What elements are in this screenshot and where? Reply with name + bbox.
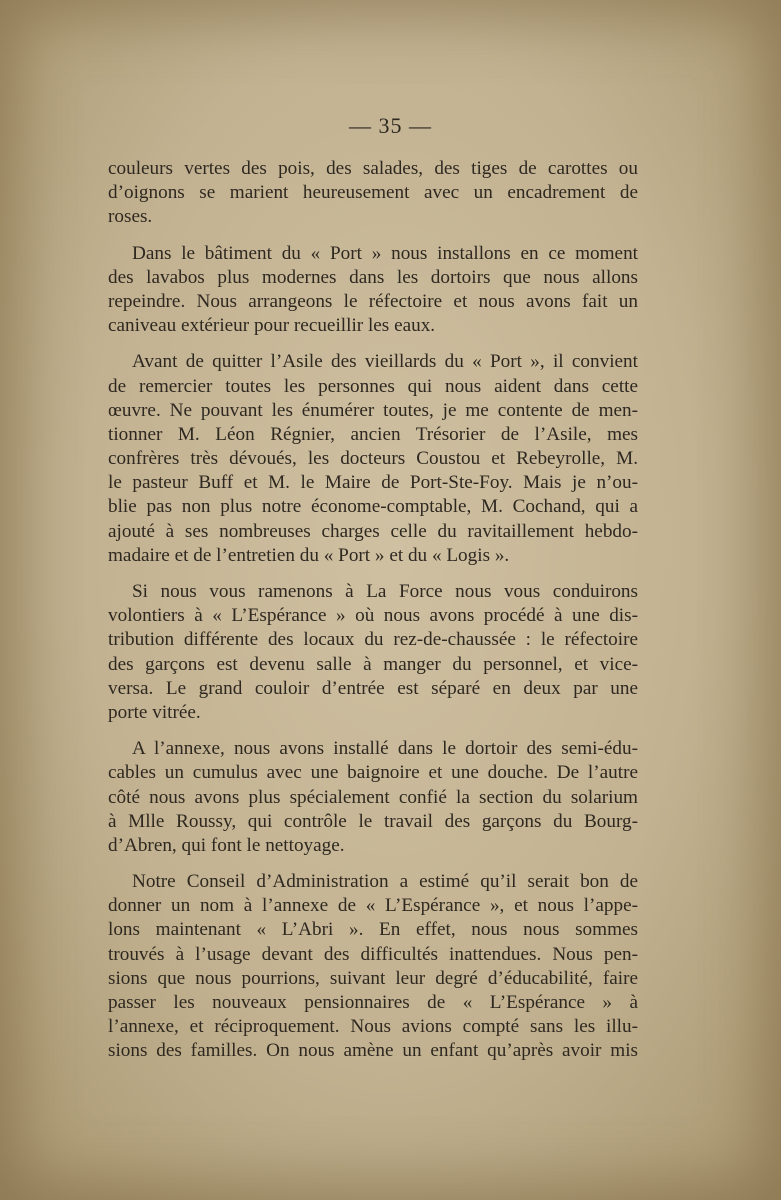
paragraph-line: roses. [108, 206, 153, 228]
paragraph-4 [108, 580, 638, 725]
paragraph-line: couleurs vertes des pois, des salades, des tiges de carottes ou [108, 158, 638, 179]
paragraph-line: madaire et de l’entretien du « Port » et du « Logis ». [108, 544, 510, 566]
paragraph-line: des lavabos plus modernes dans les dortoirs que nous allons [108, 266, 638, 288]
paragraph-line: ajouté à ses nombreuses charges celle du ravitaillement hebdo- [108, 520, 638, 542]
paragraph-line: d’oignons se marient heureusement avec un encadrement de [108, 182, 638, 204]
paragraph-line: volontiers à « L’Espérance » où nous avons procédé à une dis- [108, 605, 638, 627]
paragraph-1 [108, 157, 638, 230]
paragraph-line: de remercier toutes les personnes qui nous aident dans cette [108, 375, 638, 397]
paragraph-line: donner un nom à l’annexe de « L’Espérance », et nous l’appe- [108, 895, 638, 917]
paragraph-line: côté nous avons plus spécialement confié la section du solarium [108, 786, 638, 808]
paragraph-line: œuvre. Ne pouvant les énumérer toutes, je me contente de men- [108, 399, 638, 421]
paragraph-6 [108, 870, 638, 1064]
text-body [108, 157, 638, 1076]
paragraph-line: repeindre. Nous arrangeons le réfectoire et nous avons fait un [108, 290, 638, 312]
paragraph-line: à Mlle Roussy, qui contrôle le travail des garçons du Bourg- [108, 810, 638, 832]
paragraph-line: lons maintenant « L’Abri ». En effet, nous nous sommes [108, 919, 638, 941]
paragraph-line: l’annexe, et réciproquement. Nous avions compté sans les illu- [108, 1016, 638, 1038]
paragraph-2 [108, 242, 638, 339]
paragraph-line: versa. Le grand couloir d’entrée est séparé en deux par une [108, 677, 638, 699]
paragraph-line: Notre Conseil d’Administration a estimé qu’il serait bon de [132, 871, 638, 893]
paragraph-line: sions des familles. On nous amène un enfant qu’après avoir mis [108, 1040, 638, 1062]
paragraph-line: des garçons est devenu salle à manger du personnel, et vice- [108, 653, 638, 675]
paragraph-3 [108, 350, 638, 568]
paragraph-line: cables un cumulus avec une baignoire et une douche. De l’autre [108, 762, 638, 784]
paragraph-line: blie pas non plus notre économe-comptable, M. Cochand, qui a [108, 496, 638, 518]
paragraph-line: Avant de quitter l’Asile des vieillards du « Port », il convient [132, 351, 638, 373]
paragraph-line: Dans le bâtiment du « Port » nous installons en ce moment [132, 242, 638, 264]
paragraph-line: tionner M. Léon Régnier, ancien Trésorier de l’Asile, mes [108, 423, 638, 445]
paragraph-line: caniveau extérieur pour recueillir les eaux. [108, 315, 436, 337]
page-number: — 35 — [349, 113, 432, 138]
paragraph-line: porte vitrée. [108, 701, 201, 723]
paragraph-line: d’Abren, qui font le nettoyage. [108, 834, 345, 856]
paragraph-line: le pasteur Buff et M. le Maire de Port-Ste-Foy. Mais je n’ou- [108, 472, 638, 494]
paragraph-line: sions que nous pourrions, suivant leur degré d’éducabilité, faire [108, 967, 638, 989]
paragraph-line: confrères très dévoués, les docteurs Coustou et Rebeyrolle, M. [108, 448, 638, 470]
paragraph-line: trouvés à l’usage devant des difficultés inattendues. Nous pen- [108, 943, 638, 965]
paragraph-5 [108, 737, 638, 858]
paragraph-line: passer les nouveaux pensionnaires de « L’Espérance » à [108, 992, 638, 1013]
paragraph-line: Si nous vous ramenons à La Force nous vous conduirons [132, 581, 638, 602]
paragraph-line: tribution différente des locaux du rez-de-chaussée : le réfectoire [108, 629, 638, 651]
paragraph-line: A l’annexe, nous avons installé dans le dortoir des semi-édu- [132, 738, 638, 760]
